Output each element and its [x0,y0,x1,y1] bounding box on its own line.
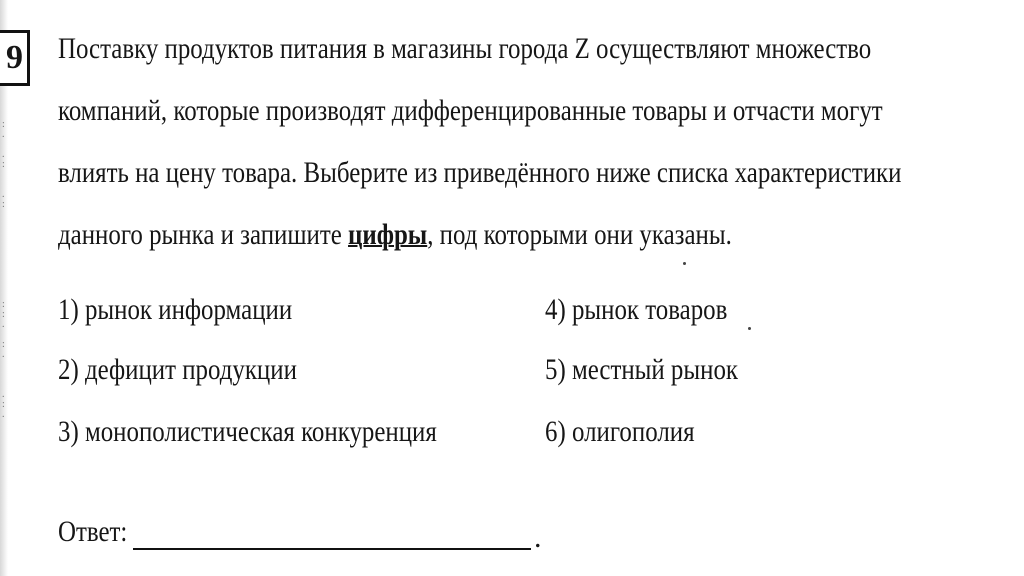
task-line-4-end: , под которыми они указаны. [427,218,732,251]
option-3: 3) монополистическая конкуренция [58,415,437,448]
option-6: 6) олигополия [545,415,695,448]
option-2: 2) дефицит продукции [58,353,297,386]
task-line-3: влиять на цену товара. Выберите из приведённого ниже списка характеристики [58,156,902,189]
margin-marks-lower: : : . : . . : . [2,299,5,420]
option-4: 4) рынок товаров [545,293,728,326]
emphasized-word: цифры [348,218,428,251]
task-line-1: Поставку продуктов питания в магазины города Z осуществляют множество [58,32,872,65]
option-5: 5) местный рынок [545,353,738,386]
task-statement [58,18,902,266]
task-line-4-start: данного рынка и запишите [58,218,349,251]
answer-label: Ответ: [58,515,128,548]
options-list [58,290,998,470]
task-line-2: компаний, которые производят дифференцированные товары и отчасти могут [58,94,883,127]
task-line-4 [58,204,830,266]
answer-end-mark: . [534,521,542,554]
option-1: 1) рынок информации [58,293,293,326]
scan-speck [683,262,686,265]
scan-edge [0,0,8,576]
task-number: 9 [0,30,30,86]
margin-marks: : . . : . : [2,119,5,210]
answer-field[interactable] [133,548,531,550]
